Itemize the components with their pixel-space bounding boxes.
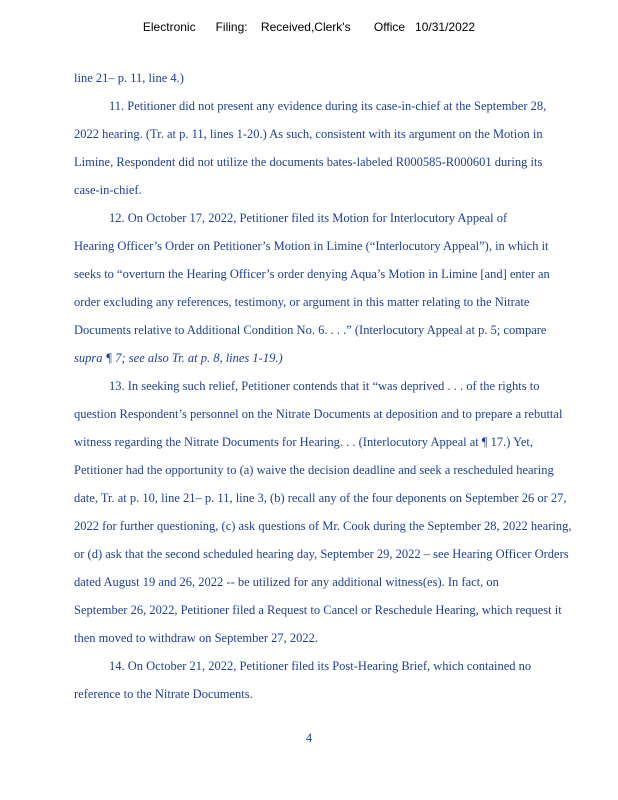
paragraph-14-line: 14. On October 21, 2022, Petitioner filed its Post-Hearing Brief, which contained no — [109, 659, 532, 673]
body-line: witness regarding the Nitrate Documents for Hearing. . . (Interlocutory Appeal at ¶ 17.) Yet, — [74, 435, 534, 449]
body-line: line 21– p. 11, line 4.) — [74, 71, 184, 85]
body-line: Documents relative to Additional Condition No. 6. . . .” (Interlocutory Appeal at p. 5; compare — [74, 323, 547, 337]
body-line: dated August 19 and 26, 2022 -- be utilized for any additional witness(es). In fact, on — [74, 575, 499, 589]
paragraph-12-line: 12. On October 17, 2022, Petitioner filed its Motion for Interlocutory Appeal of — [109, 211, 508, 225]
body-line: reference to the Nitrate Documents. — [74, 687, 253, 701]
body-line: or (d) ask that the second scheduled hearing day, September 29, 2022 – see Hearing Officer Orders — [74, 547, 569, 561]
body-line: supra ¶ 7; see also Tr. at p. 8, lines 1-19.) — [74, 351, 283, 365]
body-line: Limine, Respondent did not utilize the documents bates-labeled R000585-R000601 during its — [74, 155, 543, 169]
body-line: then moved to withdraw on September 27, 2022. — [74, 631, 319, 645]
body-line: 2022 hearing. (Tr. at p. 11, lines 1-20.) As such, consistent with its argument on the Motion in — [74, 127, 543, 141]
body-line: 2022 for further questioning, (c) ask questions of Mr. Cook during the September 28, 2022 hearing, — [74, 519, 572, 533]
electronic-filing-header: Electronic Filing: Received,Clerk's Office 10/31/2022 — [142, 20, 476, 34]
body-line: Petitioner had the opportunity to (a) waive the decision deadline and seek a rescheduled hearing — [74, 463, 554, 477]
body-line: question Respondent’s personnel on the Nitrate Documents at deposition and to prepare a rebuttal — [74, 407, 563, 421]
body-line: order excluding any references, testimony, or argument in this matter relating to the Nitrate — [74, 295, 530, 309]
body-line: date, Tr. at p. 10, line 21– p. 11, line 3, (b) recall any of the four deponents on September 26 or 27, — [74, 491, 567, 505]
body-line: Hearing Officer’s Order on Petitioner’s Motion in Limine (“Interlocutory Appeal”), in which it — [74, 239, 549, 253]
body-line: seeks to “overturn the Hearing Officer’s order denying Aqua’s Motion in Limine [and] enter an — [74, 267, 550, 281]
body-line: case-in-chief. — [74, 183, 142, 197]
page-number: 4 — [305, 731, 313, 745]
body-line: September 26, 2022, Petitioner filed a Request to Cancel or Reschedule Hearing, which request it — [74, 603, 562, 617]
paragraph-11-line: 11. Petitioner did not present any evidence during its case-in-chief at the September 28, — [109, 99, 547, 113]
paragraph-13-line: 13. In seeking such relief, Petitioner contends that it “was deprived . . . of the rights to — [109, 379, 540, 393]
